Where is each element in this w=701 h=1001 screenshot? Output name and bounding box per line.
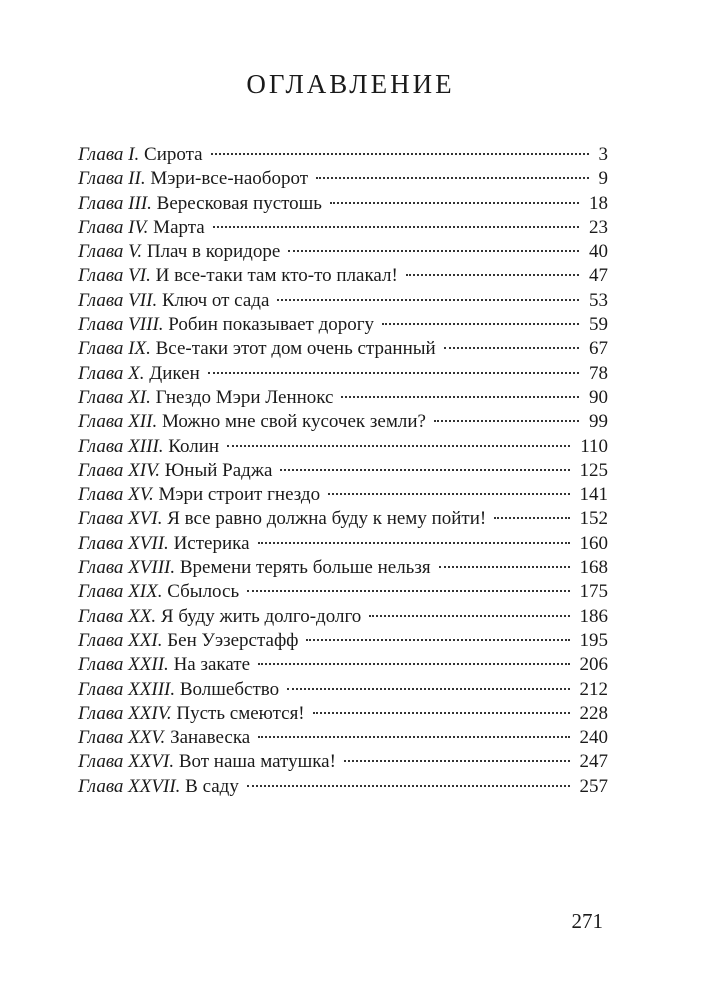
chapter-prefix: Глава XV. [78,484,154,506]
toc-entry-text [78,507,486,531]
toc-entry-text [78,143,203,167]
dot-leader [494,517,569,519]
toc-entry-text [78,678,279,702]
chapter-title: Мэри-все-наоборот [150,168,308,190]
dot-leader [227,445,570,447]
page-title: ОГЛАВЛЕНИЕ [246,69,455,99]
chapter-prefix: Глава XXII. [78,654,169,676]
toc-entry[interactable] [78,192,608,216]
toc-entry-text [78,605,361,629]
chapter-page-number: 175 [579,581,608,603]
chapter-prefix: Глава X. [78,362,145,384]
toc-entry[interactable] [78,167,608,191]
dot-leader [344,760,570,762]
chapter-prefix: Глава XII. [78,411,158,433]
chapter-prefix: Глава VII. [78,289,158,311]
chapter-title: Марта [153,216,205,238]
chapter-title: Юный Раджа [164,459,273,481]
chapter-page-number: 23 [589,216,608,238]
dot-leader [434,420,579,422]
chapter-prefix: Глава XXI. [78,629,163,651]
toc-entry-text [78,167,308,191]
toc-entry-text [78,289,269,313]
chapter-page-number: 212 [579,678,608,700]
chapter-prefix: Глава XVII. [78,532,169,554]
dot-leader [258,736,569,738]
toc-entry[interactable] [78,362,608,386]
chapter-title: Ключ от сада [161,289,270,311]
chapter-page-number: 18 [589,192,608,214]
toc-entry[interactable] [78,143,608,167]
toc-entry[interactable] [78,750,608,774]
chapter-page-number: 90 [589,386,608,408]
dot-leader [444,347,579,349]
toc-entry[interactable] [78,337,608,361]
chapter-page-number: 125 [579,459,608,481]
toc-entry-text [78,240,280,264]
chapter-prefix: Глава II. [78,168,146,190]
toc-entry-text [78,313,374,337]
dot-leader [316,177,589,179]
toc-entry[interactable] [78,289,608,313]
dot-leader [211,153,589,155]
chapter-title: Занавеска [170,727,251,749]
chapter-title: Мэри строит гнездо [158,484,321,506]
chapter-title: Сирота [144,144,203,165]
chapter-prefix: Глава I. [78,144,140,165]
chapter-page-number: 110 [580,435,608,457]
dot-leader [258,542,570,544]
chapter-prefix: Глава V. [78,241,143,263]
chapter-page-number: 3 [598,144,608,165]
dot-leader [208,372,579,374]
chapter-title: Колин [168,435,220,457]
toc-entry[interactable] [78,775,608,799]
dot-leader [369,615,569,617]
chapter-page-number: 168 [579,557,608,579]
chapter-page-number: 257 [579,775,608,797]
dot-leader [439,566,570,568]
chapter-page-number: 206 [579,654,608,676]
chapter-prefix: Глава XIV. [78,459,161,481]
toc-entry[interactable] [78,726,608,750]
chapter-title: Бен Уэзерстафф [167,629,299,651]
dot-leader [277,299,579,301]
chapter-title: Можно мне свой кусочек земли? [161,411,426,433]
toc-entry[interactable] [78,629,608,653]
chapter-title: Вот наша матушка! [178,751,336,773]
toc-entry[interactable] [78,313,608,337]
chapter-title: Я все равно должна буду к нему пойти! [167,508,487,530]
toc-entry[interactable] [78,410,608,434]
dot-leader [328,493,569,495]
chapter-page-number: 40 [589,241,608,263]
chapter-page-number: 47 [589,265,608,287]
toc-entry-text [78,362,200,386]
chapter-title: Плач в коридоре [146,241,281,263]
chapter-prefix: Глава XI. [78,386,151,408]
dot-leader [288,250,579,252]
toc-entry-text [78,556,431,580]
toc-entry-text [78,386,333,410]
dot-leader [313,712,570,714]
chapter-page-number: 240 [579,727,608,749]
toc-entry-text [78,435,219,459]
chapter-prefix: Глава XXVI. [78,751,175,773]
chapter-prefix: Глава XIII. [78,435,164,457]
toc-entry-text [78,264,398,288]
toc-entry[interactable] [78,459,608,483]
chapter-title: Робин показывает дорогу [168,314,375,336]
toc-entry[interactable] [78,532,608,556]
toc-entry[interactable] [78,678,608,702]
toc-entry-text [78,702,305,726]
toc-entry[interactable] [78,264,608,288]
toc-entry[interactable] [78,483,608,507]
chapter-prefix: Глава XIX. [78,581,163,603]
chapter-title: Вересковая пустошь [156,192,322,214]
chapter-title: Я буду жить долго-долго [160,605,362,627]
dot-leader [306,639,569,641]
chapter-page-number: 195 [579,629,608,651]
chapter-page-number: 228 [579,702,608,724]
chapter-prefix: Глава III. [78,192,152,214]
chapter-prefix: Глава XVI. [78,508,163,530]
dot-leader [330,202,579,204]
chapter-page-number: 53 [589,289,608,311]
toc-entry-text [78,483,320,507]
toc-entry[interactable] [78,216,608,240]
toc-entry-text [78,410,426,434]
chapter-title: В саду [185,775,239,797]
dot-leader [287,688,569,690]
chapter-prefix: Глава VIII. [78,314,164,336]
toc-entry[interactable] [78,702,608,726]
chapter-title: Сбылось [167,581,240,603]
chapter-page-number: 9 [598,168,608,190]
dot-leader [247,590,569,592]
toc-entry[interactable] [78,556,608,580]
chapter-prefix: Глава XXV. [78,727,166,749]
dot-leader [341,396,579,398]
chapter-title: Дикен [149,362,200,384]
chapter-page-number: 59 [589,314,608,336]
toc-entry-text [78,216,205,240]
toc-entry-text [78,532,250,556]
chapter-title: Времени терять больше нельзя [179,557,431,579]
chapter-title: Пусть смеются! [176,702,305,724]
toc-entry[interactable] [78,240,608,264]
toc-entry[interactable] [78,435,608,459]
toc-entry[interactable] [78,653,608,677]
chapter-page-number: 99 [589,411,608,433]
chapter-title: И все-таки там кто-то плакал! [155,265,398,287]
chapter-prefix: Глава XVIII. [78,557,176,579]
chapter-prefix: Глава XX. [78,605,157,627]
chapter-prefix: Глава XXIV. [78,702,172,724]
chapter-page-number: 186 [579,605,608,627]
toc-entry-text [78,629,298,653]
toc-entry-text [78,775,239,799]
chapter-page-number: 152 [579,508,608,530]
chapter-prefix: Глава IV. [78,216,149,238]
chapter-title: Гнездо Мэри Леннокс [155,386,334,408]
chapter-page-number: 141 [579,484,608,506]
dot-leader [280,469,569,471]
toc-entry-text [78,750,336,774]
chapter-prefix: Глава XXIII. [78,678,176,700]
chapter-page-number: 247 [579,751,608,773]
chapter-title: Все-таки этот дом очень странный [155,338,436,360]
dot-leader [382,323,579,325]
toc-entry-text [78,653,250,677]
toc-entry-text [78,726,250,750]
dot-leader [406,274,579,276]
chapter-title: Волшебство [179,678,280,700]
dot-leader [258,663,569,665]
toc-entry-text [78,459,272,483]
chapter-title: Истерика [173,532,250,554]
table-of-contents [78,143,608,799]
chapter-page-number: 67 [589,338,608,360]
chapter-prefix: Глава VI. [78,265,151,287]
page-number: 271 [571,909,603,933]
chapter-title: На закате [173,654,251,676]
chapter-page-number: 78 [589,362,608,384]
toc-entry[interactable] [78,605,608,629]
toc-entry-text [78,337,436,361]
toc-entry-text [78,192,322,216]
dot-leader [247,785,570,787]
chapter-page-number: 160 [579,532,608,554]
toc-entry[interactable] [78,386,608,410]
chapter-prefix: Глава IX. [78,338,151,360]
dot-leader [213,226,579,228]
toc-entry[interactable] [78,507,608,531]
toc-entry-text [78,580,239,604]
toc-entry[interactable] [78,580,608,604]
chapter-prefix: Глава XXVII. [78,775,181,797]
